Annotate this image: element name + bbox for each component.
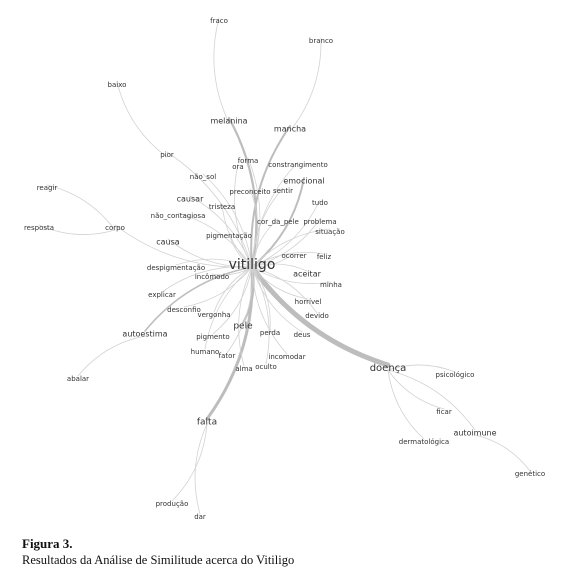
edge-melanina-fraco: [214, 18, 229, 123]
node-label-deus: deus: [293, 331, 311, 339]
edge-autoimune-genetico: [475, 435, 530, 471]
node-label-fator: fator: [218, 352, 236, 360]
edges-layer: [36, 18, 530, 514]
node-label-cor_da_pele: cor_da_pele: [257, 218, 299, 226]
node-label-emocional: emocional: [283, 176, 325, 186]
node-label-falta: falta: [196, 417, 218, 428]
node-label-reagir: reagir: [36, 184, 58, 192]
edge-falta-producao: [172, 424, 207, 501]
node-label-resposta: resposta: [23, 224, 55, 232]
node-label-vergonha: vergonha: [197, 311, 231, 319]
node-label-doenca: doença: [369, 363, 407, 374]
node-label-ficar: ficar: [436, 408, 452, 416]
node-label-forma: forma: [237, 157, 259, 165]
node-label-psicologico: psicológico: [435, 371, 475, 379]
node-label-autoimune: autoimune: [453, 428, 497, 438]
node-label-genetico: genético: [514, 470, 546, 478]
node-label-pele: pele: [233, 321, 253, 332]
node-label-explicar: explicar: [148, 291, 176, 299]
center-word-vitiligo: vitiligo: [228, 257, 276, 273]
node-label-aceitar: aceitar: [293, 269, 321, 279]
node-label-tudo: tudo: [312, 199, 328, 207]
node-label-horrivel: horrível: [294, 298, 322, 306]
node-label-desconfio: desconfio: [167, 306, 201, 314]
caption-title: Resultados da Análise de Similitude acerca do Vitiligo: [22, 553, 295, 567]
node-label-mancha: mancha: [273, 124, 307, 134]
node-label-dar: dar: [194, 513, 206, 521]
node-label-baixo: baixo: [107, 81, 127, 89]
node-label-causar: causar: [176, 194, 204, 204]
node-label-branco: branco: [308, 37, 334, 45]
node-label-nao_sol: não_sol: [189, 173, 217, 181]
node-label-constrangimento: constrangimento: [268, 161, 328, 169]
node-label-melanina: melanina: [210, 116, 248, 126]
node-label-ora: ora: [232, 163, 244, 171]
node-label-humano: humano: [190, 348, 220, 356]
node-label-minha: minha: [320, 281, 342, 289]
node-label-abalar: abalar: [66, 375, 90, 383]
figure-caption: [22, 536, 562, 568]
node-label-oculto: oculto: [255, 363, 277, 371]
node-label-causa: causa: [156, 237, 180, 247]
node-label-pior: pior: [160, 151, 174, 159]
edge-autoestima-abalar: [78, 336, 145, 376]
edge-mancha-branco: [290, 38, 321, 131]
labels-layer: [24, 17, 545, 521]
node-label-incomodar: incomodar: [268, 353, 306, 361]
node-label-incomodo: incômodo: [194, 273, 230, 281]
node-label-dermatologica: dermatológica: [398, 438, 450, 446]
node-label-feliz: feliz: [316, 253, 332, 261]
edge-pior-baixo: [117, 82, 167, 157]
node-label-devido: devido: [305, 312, 329, 320]
node-label-situacao: situação: [315, 228, 345, 236]
edge-doenca-autoimune: [388, 370, 475, 430]
node-label-pigmentacao: pigmentação: [206, 232, 252, 240]
node-label-nao_contagiosa: não_contagiosa: [150, 212, 206, 220]
caption-number: Figura 3.: [22, 536, 73, 551]
node-label-fraco: fraco: [210, 17, 228, 25]
node-label-producao: produção: [155, 500, 189, 508]
node-label-preconceito: preconceito: [229, 188, 271, 196]
node-label-ocorrer: ocorrer: [281, 252, 307, 260]
node-label-problema: problema: [303, 218, 337, 226]
node-label-despigmentacao: despigmentação: [146, 264, 206, 272]
node-label-perda: perda: [259, 329, 281, 337]
node-label-pigmento: pigmento: [196, 333, 230, 341]
node-label-alma: alma: [235, 365, 253, 373]
node-label-autoestima: autoestima: [122, 329, 168, 339]
node-label-sentir: sentir: [273, 187, 293, 195]
edge-doenca-dermatologica: [388, 370, 424, 439]
node-label-tristeza: tristeza: [208, 203, 236, 211]
node-label-corpo: corpo: [105, 224, 125, 232]
